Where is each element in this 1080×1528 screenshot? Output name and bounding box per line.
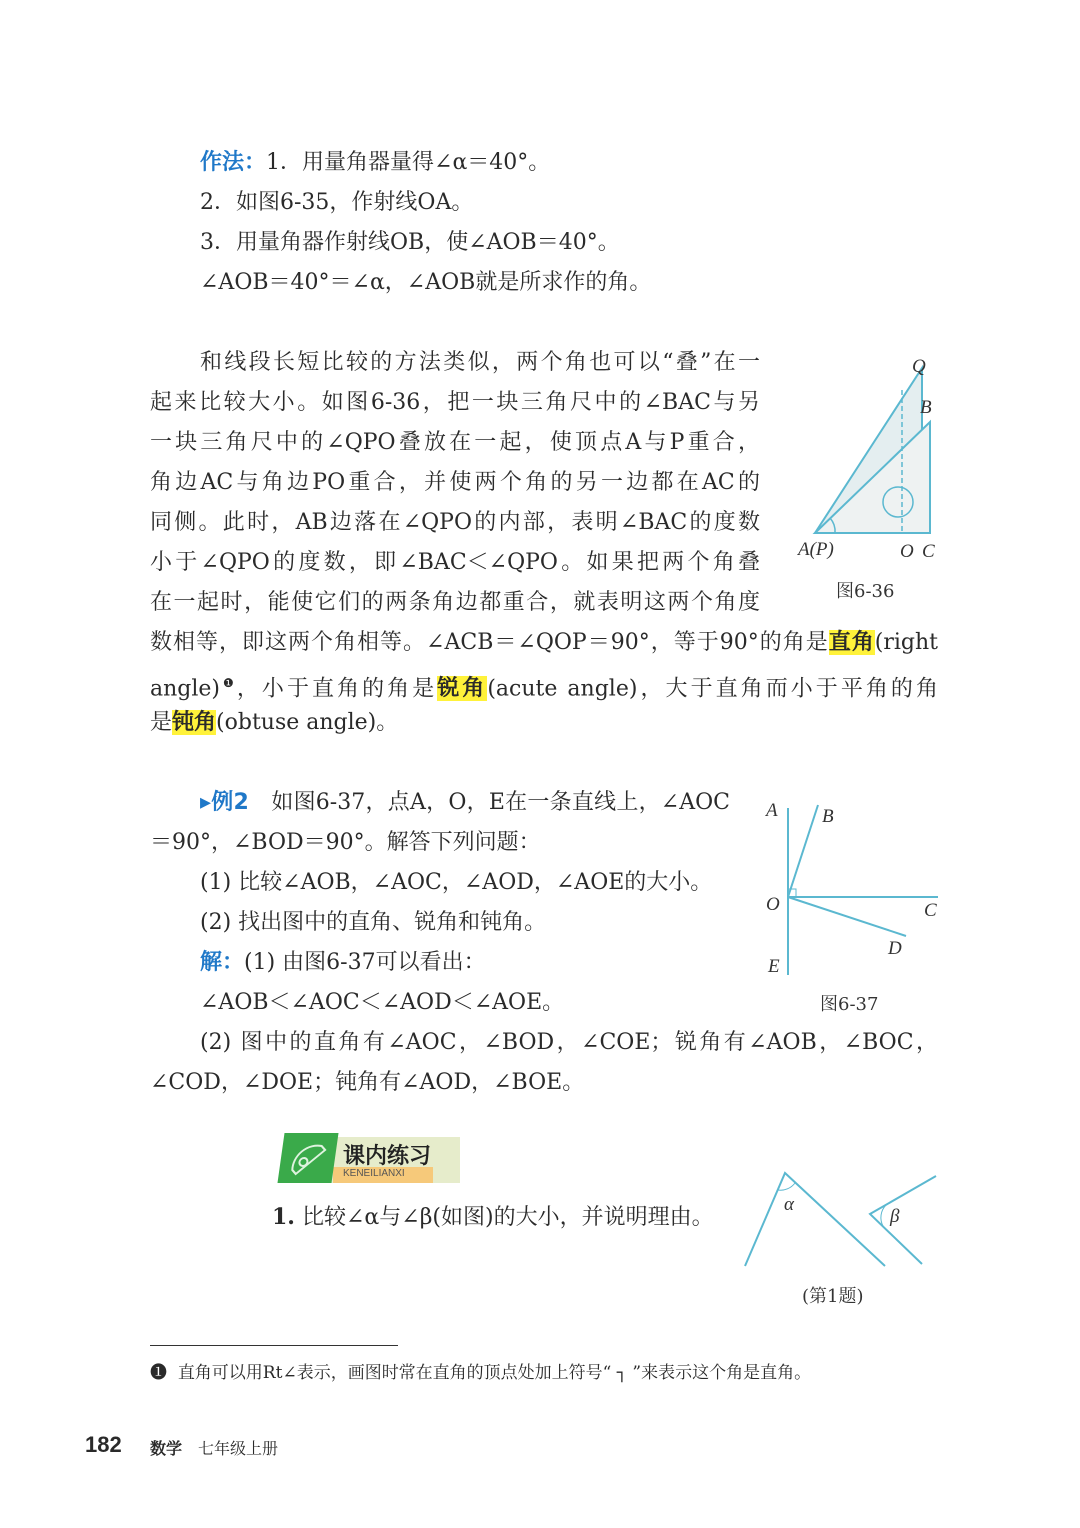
highlighted-term: 直角 xyxy=(828,630,875,655)
text-segment: 2．如图6-35，作射线OA。 xyxy=(200,190,474,215)
exercise-header xyxy=(275,1133,460,1187)
label-D: D xyxy=(888,938,902,959)
label-B: B xyxy=(920,397,932,418)
footnote-ref: ❶ xyxy=(220,676,237,690)
text-segment: ∠AOB＜∠AOC＜∠AOD＜∠AOE。 xyxy=(200,990,565,1015)
method-line xyxy=(200,263,651,303)
text-segment: 小于∠QPO的度数，即∠BAC＜∠QPO。如果把两个角叠 xyxy=(150,550,760,575)
paragraph-line xyxy=(150,503,760,543)
page-number: 182 xyxy=(85,1432,122,1457)
text-segment: (2) 找出图中的直角、锐角和钝角。 xyxy=(200,910,547,935)
paragraph-line xyxy=(200,343,760,383)
text-segment: 在一起时，能使它们的两条角边都重合，就表明这两个角度 xyxy=(150,590,760,615)
figure-6-37 xyxy=(760,790,950,990)
exercise-title: 课内练习 xyxy=(343,1144,432,1169)
method-line xyxy=(200,143,550,183)
figure-6-37-caption: 图6-37 xyxy=(820,994,879,1015)
label-C: C xyxy=(922,541,935,562)
exercise-1 xyxy=(272,1197,714,1238)
exercise-number: 1. xyxy=(272,1204,295,1230)
paragraph-line xyxy=(150,583,760,623)
book-title: 七年级上册 xyxy=(198,1441,279,1458)
paragraph-line xyxy=(150,383,760,423)
label-O: O xyxy=(900,541,914,562)
text-segment: ∠COD，∠DOE；钝角有∠AOD，∠BOE。 xyxy=(150,1070,585,1095)
example-line xyxy=(200,1023,938,1063)
alpha-label: α xyxy=(784,1194,794,1215)
text-segment: 和线段长短比较的方法类似，两个角也可以“叠”在一 xyxy=(200,350,760,375)
footnote-text: 直角可以用Rt∠表示，画图时常在直角的顶点处加上符号“ ┐ ”来表示这个角是直角。 xyxy=(177,1363,812,1383)
text-segment: (1) 比较∠AOB，∠AOC，∠AOD，∠AOE的大小。 xyxy=(200,870,713,895)
label-B: B xyxy=(822,806,834,827)
example-line xyxy=(150,1063,584,1103)
subject: 数学 xyxy=(150,1441,183,1458)
label-E: E xyxy=(768,956,780,977)
text-segment: 如图6-37，点A，O，E在一条直线上，∠AOC xyxy=(248,790,730,815)
figure-6-36 xyxy=(790,350,950,570)
text-segment: 角边AC与角边PO重合，并使两个角的另一边都在AC的 xyxy=(150,470,760,495)
text-segment: 同侧。此时，AB边落在∠QPO的内部，表明∠BAC的度数 xyxy=(150,510,760,535)
beta-label: β xyxy=(890,1206,900,1227)
highlighted-term: 锐角 xyxy=(437,676,488,702)
text-segment: 1．用量角器量得∠α＝40°。 xyxy=(266,150,551,175)
exercise-text: 比较∠α与∠β(如图)的大小，并说明理由。 xyxy=(301,1205,714,1230)
method-line xyxy=(200,223,620,263)
text-segment: 起来比较大小。如图6-36，把一块三角尺中的∠BAC与另 xyxy=(150,390,760,415)
paragraph-line xyxy=(150,463,760,503)
text-segment: (acute angle)，大于直角而小于平角的角 xyxy=(487,676,938,702)
paragraph-line xyxy=(150,543,760,583)
paragraph-line xyxy=(150,663,938,703)
label-C: C xyxy=(924,900,937,921)
text-segment: 数相等，即这两个角相等。∠ACB＝∠QOP＝90°，等于90°的角是 xyxy=(150,630,829,655)
text-segment: ∠AOB＝40°＝∠α，∠AOB就是所求作的角。 xyxy=(200,270,652,295)
label-A-P: A(P) xyxy=(798,539,834,560)
label-A: A xyxy=(766,800,778,821)
example-line xyxy=(150,823,541,863)
example-line xyxy=(200,903,546,943)
highlighted-term: 钝角 xyxy=(172,710,217,735)
label-keyword: ▸例2 xyxy=(200,790,249,815)
method-line xyxy=(200,183,473,223)
exercise-subtitle: KENEILIANXI xyxy=(343,1168,405,1179)
exercise-figure xyxy=(740,1168,940,1273)
label-O: O xyxy=(766,894,780,915)
text-segment: (1) 由图6-37可以看出： xyxy=(244,950,486,975)
text-segment: 一块三角尺中的∠QPO叠放在一起，使顶点A与P重合， xyxy=(150,430,760,455)
text-segment: 3．用量角器作射线OB，使∠AOB＝40°。 xyxy=(200,230,620,255)
paragraph-line xyxy=(150,703,398,743)
footnote-marker: ❶ xyxy=(150,1363,167,1383)
figure-6-36-caption: 图6-36 xyxy=(836,581,895,602)
text-segment: (obtuse angle)。 xyxy=(216,710,399,735)
example-line xyxy=(200,783,730,823)
text-segment: (2) 图中的直角有∠AOC，∠BOD，∠COE；锐角有∠AOB，∠BOC， xyxy=(200,1030,938,1055)
protractor-icon xyxy=(277,1133,338,1183)
paragraph-line xyxy=(150,623,938,663)
footnote-divider xyxy=(150,1345,398,1346)
text-segment: angle) xyxy=(150,676,221,702)
text-segment: (right xyxy=(874,630,938,655)
label-keyword: 解： xyxy=(200,950,245,975)
example-line xyxy=(200,943,486,983)
text-segment: 是 xyxy=(150,710,173,735)
text-segment: ＝90°，∠BOD＝90°。解答下列问题： xyxy=(150,830,541,855)
example-line xyxy=(200,863,712,903)
paragraph-line xyxy=(150,423,760,463)
footnote xyxy=(150,1358,811,1383)
label-keyword: 作法： xyxy=(200,150,267,175)
label-Q: Q xyxy=(912,356,926,377)
example-line xyxy=(200,983,564,1023)
text-segment: ，小于直角的角是 xyxy=(236,676,438,702)
exercise-caption: (第1题) xyxy=(802,1286,864,1307)
